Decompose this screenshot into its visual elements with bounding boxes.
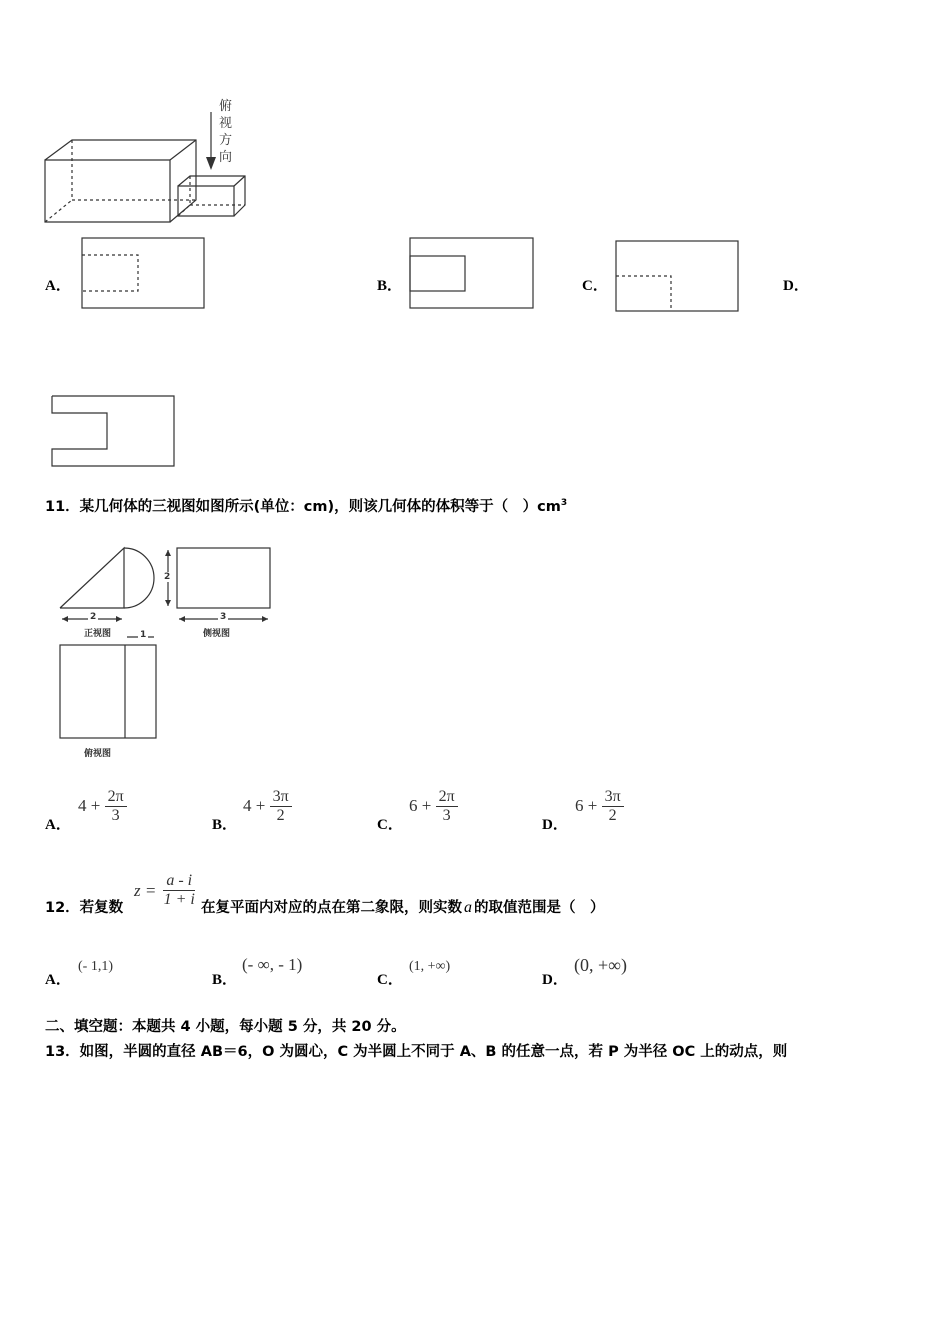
side-view-shape xyxy=(177,548,270,608)
q11-option-a-value: 4 + $\frac{2\pi}{3}$ xyxy=(78,788,127,826)
q12-option-b-label: B． xyxy=(212,972,238,988)
q12-option-a-value: (- 1,1) xyxy=(78,959,113,974)
direction-char: 向 xyxy=(219,150,233,165)
dim-1-label: 1 xyxy=(140,630,147,640)
section2-heading: 二、填空题：本题共 4 小题，每小题 5 分，共 20 分。 xyxy=(45,1019,406,1035)
q12-option-d-value: (0, +∞) xyxy=(574,955,627,975)
q11-unit-sup: 3 xyxy=(560,498,568,509)
q12-option-c-label: C． xyxy=(377,972,403,988)
q10-option-b-label: B． xyxy=(377,278,403,294)
dim-2v-label: 2 xyxy=(164,572,171,582)
q11-option-c-value: 6 + $\frac{2\pi}{3}$ xyxy=(409,788,458,826)
q11-option-b-label: B． xyxy=(212,817,238,833)
front-view-label: 正视图 xyxy=(84,629,112,639)
q10-option-c-label: C． xyxy=(582,278,608,294)
q12-option-c-value: (1, +∞) xyxy=(409,959,451,974)
q10-option-a-label: A． xyxy=(45,278,71,294)
q11-option-c-label: C． xyxy=(377,817,403,833)
q11-option-b-value: 4 + $\frac{3\pi}{2}$ xyxy=(243,788,292,826)
top-view-label: 俯视图 xyxy=(84,749,112,759)
dim-3-label: 3 xyxy=(220,612,227,622)
side-view-label: 侧视图 xyxy=(203,629,231,639)
q12-option-a-label: A． xyxy=(45,972,71,988)
front-view-shape xyxy=(60,548,124,608)
q11-option-d-value: 6 + $\frac{3\pi}{2}$ xyxy=(575,788,624,826)
direction-char: 方 xyxy=(219,133,233,148)
direction-char: 视 xyxy=(219,116,233,131)
q11-option-d-label: D． xyxy=(542,817,568,833)
q12-stem-prefix: 12．若复数 xyxy=(45,900,124,916)
direction-char: 俯 xyxy=(219,99,233,114)
q12-stem-rest: 在复平面内对应的点在第二象限，则实数 a 的取值范围是（ ） xyxy=(201,899,605,916)
q13-stem: 13．如图，半圆的直径 AB＝6，O 为圆心，C 为半圆上不同于 A、B 的任意一点，若 P 为半径 OC 上的动点，则 xyxy=(45,1044,788,1060)
q12-formula: z = $\frac{a - i}{1 + i}$ xyxy=(134,872,195,909)
q11-stem-text: 11．某几何体的三视图如图所示(单位：cm)，则该几何体的体积等于（ ）cm xyxy=(45,499,561,515)
q12-option-b-value: (- ∞, - 1) xyxy=(242,955,303,974)
q11-option-a-label: A． xyxy=(45,817,71,833)
dim-2-label: 2 xyxy=(90,612,97,622)
q10-option-d-label: D． xyxy=(783,278,809,294)
top-view-shape xyxy=(60,645,156,738)
q12-option-d-label: D． xyxy=(542,972,568,988)
